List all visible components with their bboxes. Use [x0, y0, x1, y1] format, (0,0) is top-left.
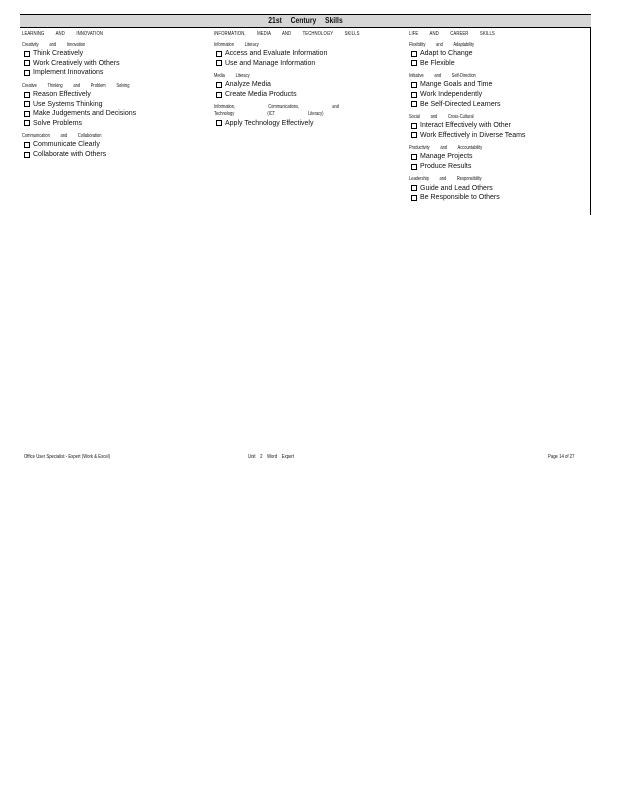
- checklist-item[interactable]: [409, 99, 589, 109]
- checkbox-label: Solve Problems: [33, 119, 83, 127]
- checkbox-label: Work Effectively in Diverse Teams: [420, 131, 526, 139]
- checkbox-label: Manage Projects: [420, 153, 473, 161]
- checkbox[interactable]: [216, 60, 222, 66]
- checkbox[interactable]: [24, 120, 30, 126]
- checkbox-label: Use Systems Thinking: [33, 100, 103, 108]
- checklist-item[interactable]: [22, 140, 207, 150]
- checkbox-label: Apply Technology Effectively: [225, 119, 314, 127]
- checkbox[interactable]: [411, 51, 417, 57]
- checklist-item[interactable]: [22, 99, 207, 109]
- checkbox-label: Reason Effectively: [33, 91, 91, 99]
- checkbox[interactable]: [411, 154, 417, 160]
- checkbox-label: Access and Evaluate Information: [225, 50, 328, 58]
- checklist-item[interactable]: [409, 162, 589, 172]
- group-label: Information Literacy: [214, 42, 259, 48]
- checklist-item[interactable]: [409, 49, 589, 59]
- checklist-item[interactable]: [22, 119, 207, 129]
- checkbox-label: Interact Effectively with Other: [420, 122, 511, 130]
- checkbox[interactable]: [411, 185, 417, 191]
- checklist-item[interactable]: [409, 90, 589, 100]
- checkbox-label: Make Judgements and Decisions: [33, 110, 137, 118]
- checklist-item[interactable]: [409, 131, 589, 141]
- checkbox[interactable]: [216, 92, 222, 98]
- checkbox[interactable]: [216, 82, 222, 88]
- checkbox[interactable]: [411, 164, 417, 170]
- checkbox[interactable]: [216, 51, 222, 57]
- checklist-item[interactable]: [214, 80, 404, 90]
- checkbox[interactable]: [24, 142, 30, 148]
- checkbox-label: Use and Manage Information: [225, 59, 316, 67]
- checklist-item[interactable]: [409, 121, 589, 131]
- checkbox[interactable]: [24, 60, 30, 66]
- group-label: Creativity and Innovation: [22, 42, 86, 48]
- checkbox[interactable]: [411, 101, 417, 107]
- group-label: Information, Communications, and Technology (ICT Literacy): [214, 104, 339, 118]
- checklist-item[interactable]: [22, 68, 207, 78]
- checkbox-label: Be Responsible to Others: [420, 194, 500, 202]
- checkbox-label: Communicate Clearly: [33, 141, 100, 149]
- checklist-item[interactable]: [214, 49, 404, 59]
- checkbox-label: Be Self-Directed Learners: [420, 100, 501, 108]
- page-title: 21st Century Skills: [268, 16, 343, 25]
- group-label: Communication and Collaboration: [22, 133, 102, 140]
- checklist-item[interactable]: [22, 59, 207, 69]
- checklist-item[interactable]: [409, 183, 589, 193]
- checkbox-label: Adapt to Change: [420, 50, 473, 58]
- checklist-item[interactable]: [22, 90, 207, 100]
- checklist-item[interactable]: [409, 59, 589, 69]
- title-bar: [20, 14, 591, 28]
- checkbox-label: Mange Goals and Time: [420, 81, 493, 89]
- checkbox-label: Collaborate with Others: [33, 151, 107, 159]
- group-label: Flexibility and Adaptability: [409, 42, 475, 48]
- group-label: Media Literacy: [214, 73, 250, 80]
- checklist-item[interactable]: [22, 150, 207, 160]
- checkbox-label: Analyze Media: [225, 81, 271, 89]
- column-life-career: [409, 30, 589, 203]
- checkbox[interactable]: [411, 195, 417, 201]
- footer-unit: Unit 2 Word Expert: [248, 454, 295, 460]
- checkbox-label: Produce Results: [420, 163, 472, 171]
- checklist-item[interactable]: [22, 109, 207, 119]
- checkbox[interactable]: [24, 101, 30, 107]
- checkbox-label: Work Independently: [420, 91, 483, 99]
- checkbox[interactable]: [24, 92, 30, 98]
- checklist-item[interactable]: [409, 193, 589, 203]
- group-label: Creative Thinking and Problem Solving: [22, 82, 130, 89]
- group-label: Leadership and Responsibility: [409, 176, 482, 183]
- checklist-item[interactable]: [214, 59, 404, 69]
- group-label: Social and Cross-Cultural: [409, 113, 474, 120]
- checkbox[interactable]: [24, 70, 30, 76]
- checkbox-label: Work Creatively with Others: [33, 59, 120, 67]
- column-learning-innovation: [22, 30, 207, 159]
- checkbox[interactable]: [411, 132, 417, 138]
- group-label: Initiative and Self-Direction: [409, 73, 476, 80]
- checkbox[interactable]: [24, 111, 30, 117]
- checkbox[interactable]: [411, 123, 417, 129]
- column-information-media-technology: [214, 30, 404, 128]
- checkbox[interactable]: [24, 51, 30, 57]
- checkbox-label: Create Media Products: [225, 91, 297, 99]
- column-heading: INFORMATION, MEDIA AND TECHNOLOGY SKILLS: [214, 31, 360, 37]
- checkbox[interactable]: [411, 92, 417, 98]
- checklist-item[interactable]: [409, 80, 589, 90]
- checklist-item[interactable]: [409, 152, 589, 162]
- footer-course-title: Office User Specialist - Expert (Work & Excel): [24, 454, 111, 460]
- checkbox[interactable]: [216, 120, 222, 126]
- column-heading: LEARNING AND INNOVATION: [22, 31, 104, 37]
- checklist-item[interactable]: [214, 90, 404, 100]
- checklist-item[interactable]: [214, 118, 404, 128]
- checkbox-label: Guide and Lead Others: [420, 184, 493, 192]
- checkbox-label: Implement Innovations: [33, 69, 104, 77]
- checkbox[interactable]: [24, 152, 30, 158]
- checkbox-label: Think Creatively: [33, 50, 84, 58]
- column-heading: LIFE AND CAREER SKILLS: [409, 31, 495, 37]
- checkbox-label: Be Flexible: [420, 59, 455, 67]
- checkbox[interactable]: [411, 82, 417, 88]
- group-label: Productivity and Accountability: [409, 145, 483, 152]
- checkbox[interactable]: [411, 60, 417, 66]
- checklist-item[interactable]: [22, 49, 207, 59]
- footer-page-number: Page 14 of 27: [548, 454, 575, 460]
